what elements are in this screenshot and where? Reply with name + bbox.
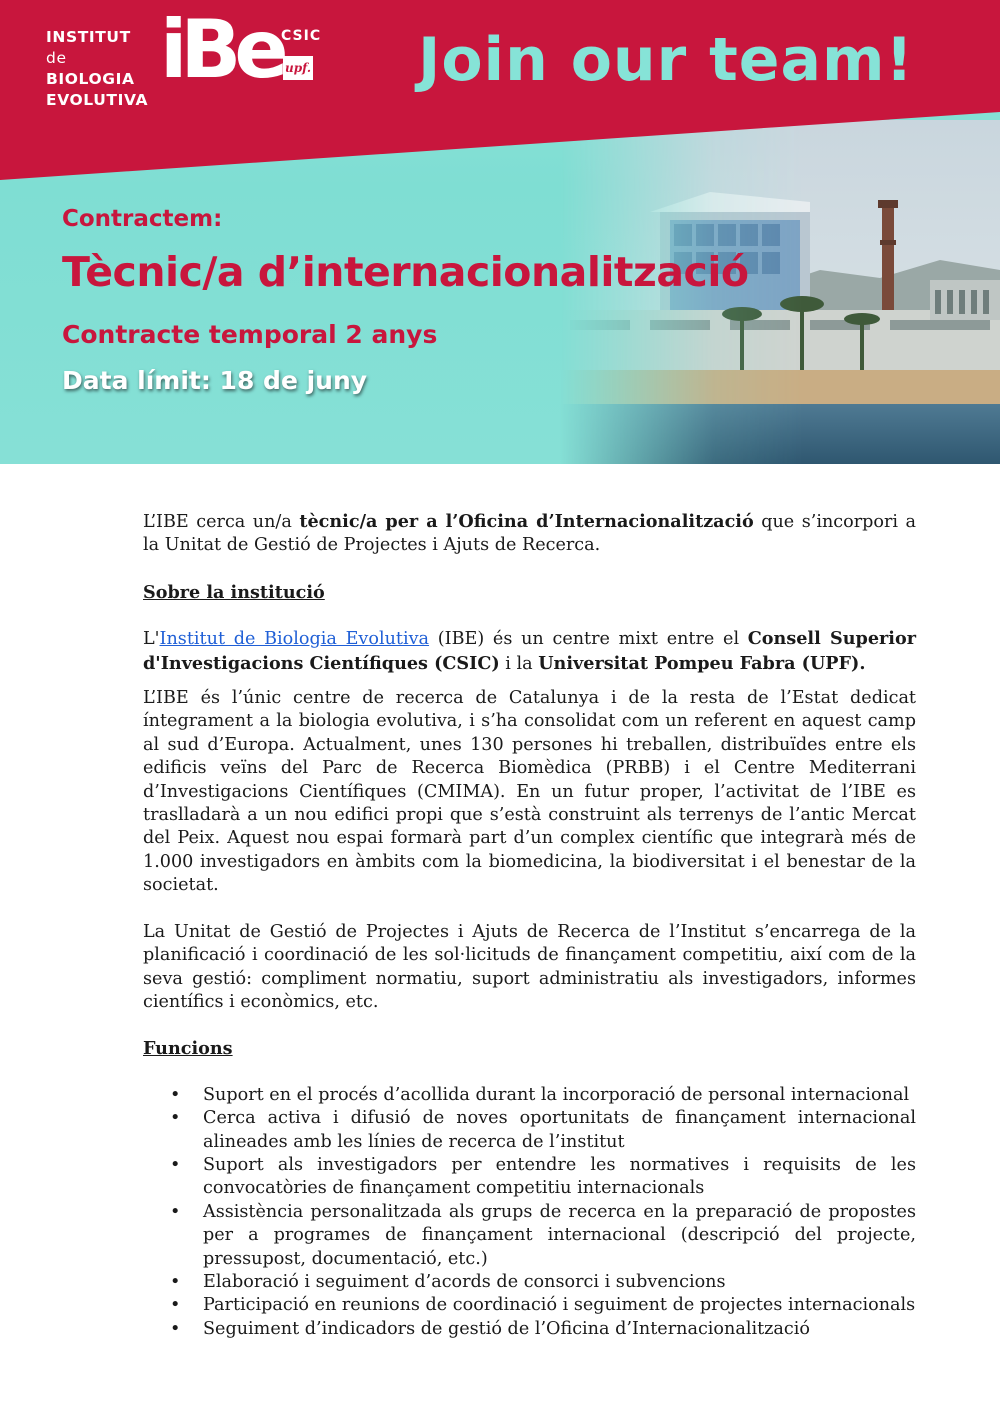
contract-type: Contracte temporal 2 anys <box>62 320 438 349</box>
banner-kicker: Contractem: <box>62 206 223 232</box>
bullet-icon: • <box>170 1295 181 1316</box>
list-item: • Elaboració i seguiment d’acords de consorci i subvencions <box>143 1271 916 1294</box>
intro-bold: tècnic/a per a l’Oficina d’Internacionalització <box>299 511 754 532</box>
header-banner <box>0 0 1000 464</box>
institution-paragraph-2: L’IBE és l’únic centre de recerca de Catalunya i de la resta de l’Estat dedicat íntegrament a la biologia evolutiva, i s’ha consolidat com un referent en aquest camp al sud d’Europa. Actualment, unes 130 persones hi treballen, distribuïdes entre els edificis veïns del Parc de Recerca Biomèdica (PRBB) i el Centre Mediterrani d’Investigacions Científiques (CMIMA). En un futur proper, l’activitat de l’IBE es traslladarà a un nou edifici propi que s’està construint als terrenys de l’antic Mercat del Peix. Aquest nou espai formarà part d’un complex científic que integrarà més de 1.000 investigadors en àmbits com la biomedicina, la biodiversitat i el benestar de la societat. <box>143 688 916 896</box>
bullet-icon: • <box>170 1201 181 1222</box>
list-item: • Assistència personalitzada als grups de recerca en la preparació de propostes per a programes de finançament internacional (descripció del projecte, pressupost, documentació, etc.) <box>170 1201 916 1269</box>
list-item: • Seguiment d’indicadors de gestió de l’Oficina d’Internacionalització <box>143 1318 916 1341</box>
job-description <box>143 510 916 1341</box>
list-item: • Suport en el procés d’acollida durant la incorporació de personal internacional <box>143 1084 916 1107</box>
join-our-team-title: Join our team! <box>418 25 914 95</box>
bullet-icon: • <box>170 1108 181 1129</box>
functions-list <box>143 1084 916 1341</box>
deadline: Data límit: 18 de juny <box>62 366 368 395</box>
ibe-website-link[interactable]: Institut de Biologia Evolutiva <box>159 629 430 650</box>
section-heading-institution: Sobre la institució <box>143 581 325 603</box>
bullet-icon: • <box>170 1154 181 1175</box>
list-item: • Suport als investigadors per entendre les normatives i requisits de les convocatòries de finançament competitiu internacionals <box>170 1154 916 1199</box>
ibe-logo: iBe <box>160 3 282 96</box>
institution-paragraph-1: L'Institut de Biologia Evolutiva (IBE) és un centre mixt entre el Consell Superior d'Investigacions Científiques (CSIC) i la Universitat Pompeu Fabra (UPF). <box>143 628 916 674</box>
list-item: • Cerca activa i difusió de noves oportunitats de finançament internacional alineades amb les línies de recerca de l’institut <box>170 1108 916 1152</box>
intro-paragraph: L’IBE cerca un/a tècnic/a per a l’Oficina d’Internacionalització que s’incorpori a la Unitat de Gestió de Projectes i Ajuts de Recerca. <box>143 511 916 556</box>
upf-logo: upf. <box>283 56 313 80</box>
bullet-icon: • <box>170 1271 181 1292</box>
institution-paragraph-3: La Unitat de Gestió de Projectes i Ajuts de Recerca de l’Institut s’encarrega de la planificació i coordinació de les sol·licituds de finançament competitiu, així com de la seva gestió: compliment normatiu, suport administratiu als investigadors, informes científics i econòmics, etc. <box>143 921 916 1012</box>
list-item: • Participació en reunions de coordinació i seguiment de projectes internacionals <box>143 1294 916 1317</box>
institute-logo-text: INSTITUT de BIOLOGIA EVOLUTIVA <box>46 28 149 109</box>
bullet-icon: • <box>170 1084 181 1105</box>
bullet-icon: • <box>170 1318 181 1339</box>
section-heading-functions: Funcions <box>143 1038 233 1060</box>
csic-logo: CSIC <box>281 28 322 44</box>
job-title: Tècnic/a d’internacionalització <box>62 248 749 296</box>
